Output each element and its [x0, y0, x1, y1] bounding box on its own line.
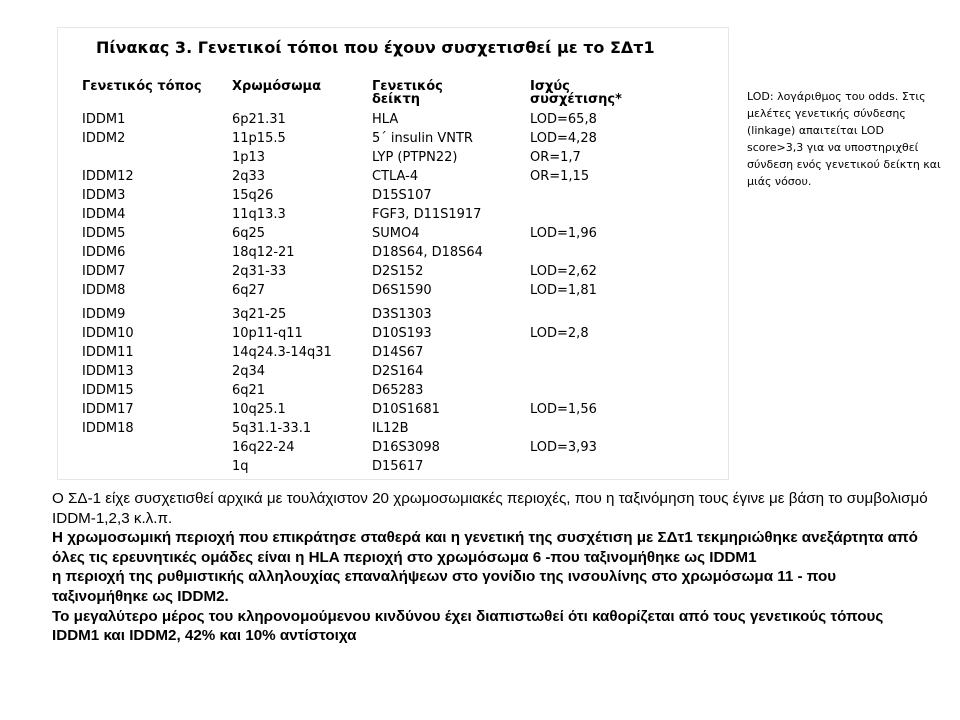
cell-locus: IDDM10 [82, 326, 134, 341]
table-title: Πίνακας 3. Γενετικοί τόποι που έχουν συσχετισθεί με το ΣΔτ1 [96, 38, 655, 57]
cell-strength: LOD=1,81 [530, 283, 597, 298]
table-row [58, 438, 728, 457]
table-row [58, 129, 728, 148]
cell-strength: LOD=2,8 [530, 326, 589, 341]
cell-locus: IDDM15 [82, 383, 134, 398]
table-row [58, 324, 728, 343]
cell-marker: FGF3, D11S1917 [372, 207, 482, 222]
cell-locus: IDDM9 [82, 307, 126, 322]
body-paragraph-4: Το μεγαλύτερο μέρος του κληρονομούμενου κινδύνου έχει διαπιστωθεί ότι καθορίζεται από τους γενετικούς τόπους IDDM1 και IDDM2, 42% και 10% αντίστοιχα [52, 607, 884, 645]
cell-locus: IDDM8 [82, 283, 126, 298]
cell-chromosome: 3q21-25 [232, 307, 287, 322]
table-row [58, 110, 728, 129]
table-row [58, 457, 728, 476]
cell-marker: D10S1681 [372, 402, 440, 417]
cell-chromosome: 18q12-21 [232, 245, 295, 260]
table-row [58, 281, 728, 300]
header-strength-line2: συσχέτισης* [530, 92, 622, 107]
cell-chromosome: 1q [232, 459, 249, 474]
header-marker [372, 80, 443, 106]
cell-locus: IDDM13 [82, 364, 134, 379]
cell-marker: D2S164 [372, 364, 424, 379]
table-row [58, 262, 728, 281]
table-row [58, 381, 728, 400]
table-row [58, 167, 728, 186]
cell-locus: IDDM17 [82, 402, 134, 417]
cell-chromosome: 1p13 [232, 150, 266, 165]
table-row [58, 419, 728, 438]
table-row [58, 224, 728, 243]
body-paragraph-3: η περιοχή της ρυθμιστικής αλληλουχίας επαναλήψεων στο γονίδιο της ινσουλίνης στο χρωμόσωμα 11 - που ταξινομήθηκε ως IDDM2. [52, 568, 837, 605]
cell-strength: OR=1,7 [530, 150, 581, 165]
cell-locus: IDDM3 [82, 188, 126, 203]
header-marker-line2: δείκτη [372, 92, 421, 107]
table-row [58, 362, 728, 381]
cell-chromosome: 16q22-24 [232, 440, 295, 455]
cell-strength: LOD=4,28 [530, 131, 597, 146]
cell-strength: LOD=1,56 [530, 402, 597, 417]
cell-chromosome: 10p11-q11 [232, 326, 303, 341]
cell-chromosome: 11q13.3 [232, 207, 286, 222]
body-paragraph-1: Ο ΣΔ-1 είχε συσχετισθεί αρχικά με τουλάχιστον 20 χρωμοσωμιακές περιοχές, που η ταξινόμηση τους έγινε με βάση το συμβολισμό IDDM-1,2,3 κ.λ.π. [52, 490, 928, 527]
lod-note: LOD: λογάριθμος του odds. Στις μελέτες γενετικής σύνδεσης (linkage) απαιτείται LOD score>3,3 για να υποστηριχθεί σύνδεση ενός γενετικού δείκτη και μιάς νόσου. [747, 90, 941, 188]
cell-locus: IDDM4 [82, 207, 126, 222]
cell-marker: D10S193 [372, 326, 432, 341]
header-strength-line1: Ισχύς [530, 79, 570, 94]
header-chromosome: Χρωμόσωμα [232, 79, 322, 94]
cell-marker: D16S3098 [372, 440, 440, 455]
cell-chromosome: 11p15.5 [232, 131, 286, 146]
cell-chromosome: 6q27 [232, 283, 266, 298]
table-row [58, 400, 728, 419]
cell-marker: D6S1590 [372, 283, 432, 298]
table-row [58, 148, 728, 167]
cell-strength: LOD=65,8 [530, 112, 597, 127]
cell-strength: LOD=2,62 [530, 264, 597, 279]
cell-chromosome: 6q25 [232, 226, 266, 241]
cell-marker: D18S64, D18S64 [372, 245, 483, 260]
table-row [58, 243, 728, 262]
cell-locus: IDDM2 [82, 131, 126, 146]
cell-locus: IDDM1 [82, 112, 126, 127]
header-marker-line1: Γενετικός [372, 79, 443, 94]
table-body [58, 110, 728, 476]
cell-marker: HLA [372, 112, 399, 127]
cell-chromosome: 6q21 [232, 383, 266, 398]
cell-chromosome: 2q33 [232, 169, 266, 184]
cell-marker: D65283 [372, 383, 424, 398]
cell-marker: SUMO4 [372, 226, 420, 241]
cell-strength: LOD=3,93 [530, 440, 597, 455]
table-row [58, 205, 728, 224]
cell-strength: LOD=1,96 [530, 226, 597, 241]
cell-chromosome: 5q31.1-33.1 [232, 421, 312, 436]
cell-marker: LYP (PTPN22) [372, 150, 458, 165]
cell-locus: IDDM7 [82, 264, 126, 279]
header-locus: Γενετικός τόπος [82, 79, 202, 94]
cell-locus: IDDM5 [82, 226, 126, 241]
cell-marker: D2S152 [372, 264, 424, 279]
cell-chromosome: 10q25.1 [232, 402, 286, 417]
cell-marker: D15S107 [372, 188, 432, 203]
cell-chromosome: 14q24.3-14q31 [232, 345, 332, 360]
cell-strength: OR=1,15 [530, 169, 590, 184]
cell-chromosome: 2q34 [232, 364, 266, 379]
table-row [58, 343, 728, 362]
cell-marker: CTLA-4 [372, 169, 419, 184]
table-row [58, 305, 728, 324]
cell-locus: IDDM12 [82, 169, 134, 184]
cell-marker: D14S67 [372, 345, 424, 360]
cell-marker: IL12B [372, 421, 409, 436]
genetic-loci-table [57, 27, 729, 480]
cell-chromosome: 15q26 [232, 188, 274, 203]
cell-marker: 5΄ insulin VNTR [372, 131, 473, 146]
body-text [52, 489, 932, 646]
cell-marker: D3S1303 [372, 307, 432, 322]
cell-chromosome: 6p21.31 [232, 112, 286, 127]
header-strength [530, 80, 622, 106]
cell-marker: D15617 [372, 459, 424, 474]
table-row [58, 186, 728, 205]
cell-chromosome: 2q31-33 [232, 264, 287, 279]
body-paragraph-2: Η χρωμοσωμική περιοχή που επικράτησε σταθερά και η γενετική της συσχέτιση με ΣΔτ1 τεκμηριώθηκε ανεξάρτητα από όλες τις ερευνητικές ομάδες είναι η HLA περιοχή στο χρωμόσωμα 6 -που ταξινομήθηκε ως IDDM1 [52, 529, 918, 566]
cell-locus: IDDM11 [82, 345, 134, 360]
cell-locus: IDDM18 [82, 421, 134, 436]
cell-locus: IDDM6 [82, 245, 126, 260]
